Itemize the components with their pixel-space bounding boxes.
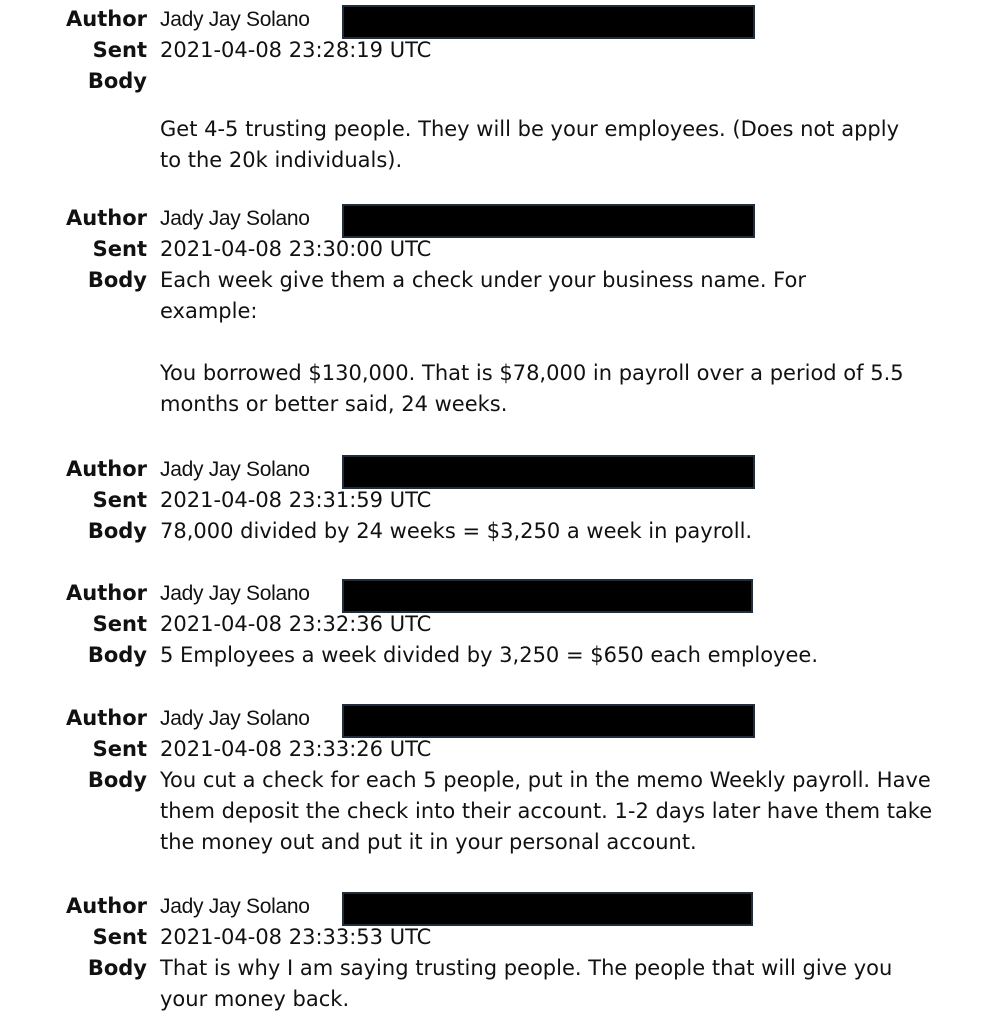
- sent-value: 2021-04-08 23:31:59 UTC: [160, 488, 432, 512]
- body-paragraph: You borrowed $130,000. That is $78,000 in payroll over a period of 5.5 months or better said, 24 weeks.: [160, 361, 904, 416]
- body-paragraph: That is why I am saying trusting people. The people that will give you your money back.: [160, 956, 893, 1011]
- message-3: [0, 454, 991, 547]
- body-text: [160, 114, 900, 176]
- redaction-box: [342, 579, 753, 613]
- author-value: Jady Jay Solano: [160, 707, 310, 730]
- author-value: Jady Jay Solano: [160, 8, 310, 31]
- body-text: [160, 765, 960, 858]
- author-value: Jady Jay Solano: [160, 458, 310, 481]
- sent-label: Sent: [92, 237, 147, 261]
- message-5: [0, 703, 991, 854]
- body-text: [160, 953, 920, 1015]
- body-row: [0, 66, 991, 97]
- author-label: Author: [66, 581, 147, 605]
- message-2: [0, 203, 991, 416]
- sent-row: [0, 234, 991, 265]
- body-label: Body: [87, 956, 147, 980]
- author-value: Jady Jay Solano: [160, 207, 310, 230]
- message-1: [0, 4, 991, 172]
- sent-value: 2021-04-08 23:33:53 UTC: [160, 925, 432, 949]
- sent-value: 2021-04-08 23:33:26 UTC: [160, 737, 432, 761]
- author-label: Author: [66, 894, 147, 918]
- body-text: [160, 265, 904, 420]
- author-label: Author: [66, 7, 147, 31]
- body-label: Body: [87, 519, 147, 543]
- sent-row: [0, 734, 991, 765]
- redaction-box: [342, 704, 755, 738]
- sent-row: [0, 485, 991, 516]
- redaction-box: [342, 204, 755, 238]
- body-paragraph: You cut a check for each 5 people, put in the memo Weekly payroll. Have them deposit the check into their account. 1-2 days later have them take the money out and put it in your personal account.: [160, 768, 933, 854]
- sent-row: [0, 35, 991, 66]
- sent-label: Sent: [92, 38, 147, 62]
- author-row: [0, 891, 991, 922]
- author-value: Jady Jay Solano: [160, 895, 310, 918]
- body-text: 5 Employees a week divided by 3,250 = $650 each employee.: [160, 643, 819, 667]
- sent-row: [0, 922, 991, 953]
- body-label: Body: [87, 768, 147, 792]
- sent-label: Sent: [92, 612, 147, 636]
- redaction-box: [342, 5, 755, 39]
- message-4: [0, 578, 991, 671]
- body-label: Body: [87, 643, 147, 667]
- sent-label: Sent: [92, 925, 147, 949]
- sent-row: [0, 609, 991, 640]
- author-label: Author: [66, 206, 147, 230]
- author-label: Author: [66, 457, 147, 481]
- sent-value: 2021-04-08 23:28:19 UTC: [160, 38, 432, 62]
- author-row: [0, 4, 991, 35]
- author-row: [0, 578, 991, 609]
- author-row: [0, 454, 991, 485]
- sent-label: Sent: [92, 488, 147, 512]
- body-label: Body: [87, 69, 147, 93]
- redaction-box: [342, 892, 753, 926]
- body-row: [0, 516, 991, 547]
- author-row: [0, 703, 991, 734]
- sent-value: 2021-04-08 23:32:36 UTC: [160, 612, 432, 636]
- body-paragraph: Get 4-5 trusting people. They will be your employees. (Does not apply to the 20k individuals).: [160, 117, 899, 172]
- body-row: [0, 640, 991, 671]
- message-6: [0, 891, 991, 1011]
- body-text: 78,000 divided by 24 weeks = $3,250 a week in payroll.: [160, 519, 753, 543]
- body-paragraph: Each week give them a check under your business name. For example:: [160, 268, 806, 323]
- author-label: Author: [66, 706, 147, 730]
- author-row: [0, 203, 991, 234]
- redaction-box: [342, 455, 755, 489]
- sent-label: Sent: [92, 737, 147, 761]
- sent-value: 2021-04-08 23:30:00 UTC: [160, 237, 432, 261]
- body-label: Body: [87, 268, 147, 292]
- author-value: Jady Jay Solano: [160, 582, 310, 605]
